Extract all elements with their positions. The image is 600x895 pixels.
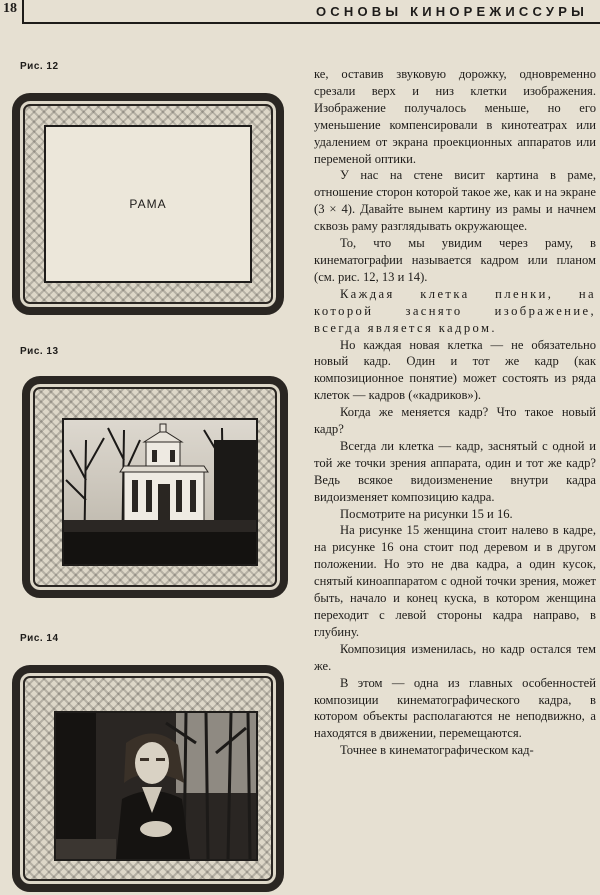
woman-photo (56, 713, 256, 859)
page-number: 18 (3, 1, 17, 16)
paragraph: В этом — одна из главных особенностей композиции кинематографического кадра, в котором объекты располагаются не неподвижно, а находятся в движении, перемещаются. (314, 675, 596, 741)
figure-12-label: Рис. 12 (20, 61, 59, 72)
figure-13-frame (22, 376, 288, 598)
paragraph: ке, оставив звуковую дорожку, одновременно срезали верх и низ клетки изображения. Изображение получалось меньше, но его уменьшение компенсировали в кинотеатрах или удалением от экрана проекционных аппаратов или переменой оптики. (314, 67, 596, 166)
paragraph: То, что мы увидим через раму, в кинематографии называется кадром или планом (см. рис. 12, 13 и 14). (314, 236, 596, 284)
figure-14-photo (54, 711, 258, 861)
paragraph: У нас на стене висит картина в раме, отношение сторон которой такое же, как и на экране (3 × 4). Давайте вынем картину из рамы и начнем сквозь раму разглядывать окружающее. (314, 168, 596, 234)
frame-label: РАМА (129, 197, 167, 211)
header-rule (22, 22, 600, 24)
paragraph: Композиция изменилась, но кадр остался тем же. (314, 641, 596, 673)
figure-13-label: Рис. 13 (20, 346, 59, 357)
figure-13-photo (62, 418, 258, 566)
paragraph: Всегда ли клетка — кадр, заснятый с одной и той же точки зрения аппарата, один и тот же кадр? Ведь всякое видоизменение внутри кадра видоизменяет композицию кадра. (314, 438, 596, 504)
paragraph: Но каждая новая клетка — не обязательно новый кадр. Один и тот же кадр (как композиционное понятие) может состоять из ряда клеток — кадров («кадриков»). (314, 337, 596, 403)
pavilion-photo (64, 420, 256, 564)
running-title: ОСНОВЫ КИНОРЕЖИССУРЫ (315, 4, 588, 19)
figure-14-frame (12, 665, 284, 892)
figure-14-label: Рис. 14 (20, 633, 59, 644)
paragraph: На рисунке 15 женщина стоит налево в кадре, на рисунке 16 она стоит под деревом и в другом положении. Но это не два кадра, а один кусок, снятый киноаппаратом с одной точки зрения, может быть, начало и конец куска, в котором женщина переходит с левой стороны кадра направо, в глубину. (314, 523, 596, 639)
paragraph: Посмотрите на рисунки 15 и 16. (340, 506, 513, 521)
body-text-column (314, 66, 596, 759)
figure-12-frame (12, 93, 284, 315)
frame-opening (44, 125, 252, 283)
paragraph: Когда же меняется кадр? Что такое новый кадр? (314, 405, 596, 437)
header-divider (22, 0, 24, 24)
paragraph: Точнее в кинематографическом кад- (340, 743, 534, 758)
page-header (0, 0, 600, 24)
paragraph-emphasis: Каждая клетка пленки, на которой заснято изображение, всегда является кадром. (314, 286, 596, 335)
